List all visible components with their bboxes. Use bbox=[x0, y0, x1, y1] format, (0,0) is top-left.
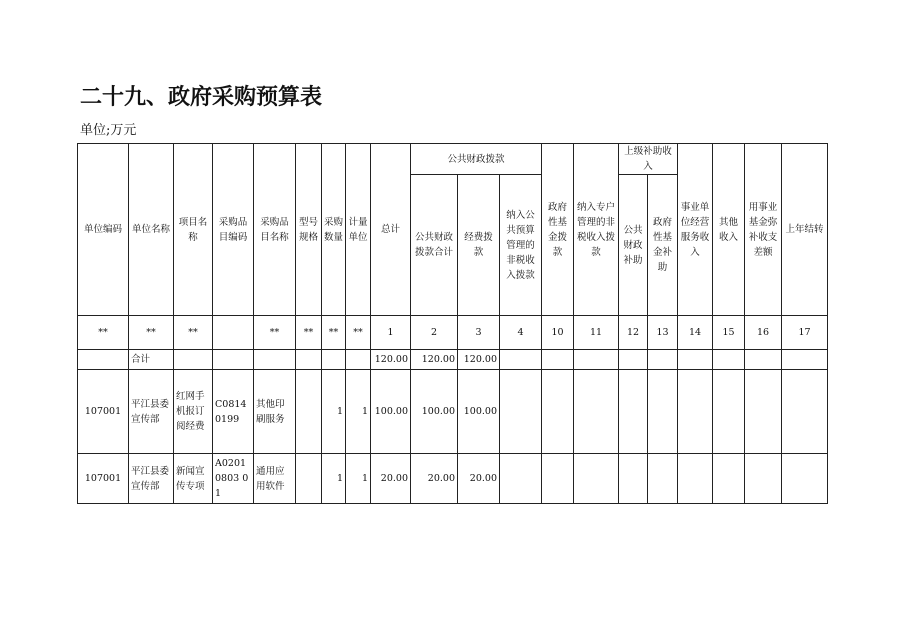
item-code-cell: C08140199 bbox=[213, 370, 254, 454]
index-cell: 13 bbox=[648, 316, 678, 350]
pf-expense-cell: 20.00 bbox=[458, 454, 500, 504]
index-cell: ** bbox=[78, 316, 129, 350]
header-gov-fund: 政府性基金拨款 bbox=[542, 144, 574, 316]
index-cell: ** bbox=[322, 316, 346, 350]
measure-unit-cell: 1 bbox=[346, 370, 371, 454]
header-item-name: 采购品目名称 bbox=[254, 144, 296, 316]
total-pf-expense: 120.00 bbox=[458, 350, 500, 370]
index-cell: 16 bbox=[745, 316, 782, 350]
header-business-income: 事业单位经营服务收入 bbox=[678, 144, 713, 316]
header-item-code: 采购品目编码 bbox=[213, 144, 254, 316]
header-qty: 采购数量 bbox=[322, 144, 346, 316]
model-cell bbox=[296, 454, 322, 504]
header-sup-fund: 政府性基金补助 bbox=[648, 175, 678, 316]
index-cell: 11 bbox=[574, 316, 619, 350]
index-cell: 15 bbox=[713, 316, 745, 350]
header-measure-unit: 计量单位 bbox=[346, 144, 371, 316]
table-row bbox=[78, 454, 828, 504]
header-carryover: 上年结转 bbox=[782, 144, 828, 316]
header-superior-subsidy: 上级补助收入 bbox=[619, 144, 678, 175]
index-cell: ** bbox=[254, 316, 296, 350]
header-total: 总计 bbox=[371, 144, 411, 316]
header-pf-total: 公共财政拨款合计 bbox=[411, 175, 458, 316]
procurement-budget-table bbox=[77, 143, 828, 504]
index-cell: 17 bbox=[782, 316, 828, 350]
index-cell: ** bbox=[129, 316, 174, 350]
index-cell: 4 bbox=[500, 316, 542, 350]
header-model: 型号规格 bbox=[296, 144, 322, 316]
project-name-cell: 红网手机报订阅经费 bbox=[174, 370, 213, 454]
index-cell: ** bbox=[174, 316, 213, 350]
index-cell bbox=[213, 316, 254, 350]
pf-expense-cell: 100.00 bbox=[458, 370, 500, 454]
index-cell: 12 bbox=[619, 316, 648, 350]
index-cell: ** bbox=[296, 316, 322, 350]
header-sup-public: 公共财政补助 bbox=[619, 175, 648, 316]
index-cell: 10 bbox=[542, 316, 574, 350]
header-unit-code: 单位编码 bbox=[78, 144, 129, 316]
unit-name-cell: 平江县委宣传部 bbox=[129, 454, 174, 504]
pf-total-cell: 20.00 bbox=[411, 454, 458, 504]
total-cell: 20.00 bbox=[371, 454, 411, 504]
header-special-nontax: 纳入专户管理的非税收入拨款 bbox=[574, 144, 619, 316]
header-fund-makeup: 用事业基金弥补收支差额 bbox=[745, 144, 782, 316]
measure-unit-cell: 1 bbox=[346, 454, 371, 504]
index-cell: 2 bbox=[411, 316, 458, 350]
total-row bbox=[78, 350, 828, 370]
header-other-income: 其他收入 bbox=[713, 144, 745, 316]
index-cell: 3 bbox=[458, 316, 500, 350]
index-cell: 1 bbox=[371, 316, 411, 350]
total-amount: 120.00 bbox=[371, 350, 411, 370]
header-pf-expense: 经费拨款 bbox=[458, 175, 500, 316]
header-project-name: 项目名称 bbox=[174, 144, 213, 316]
unit-code-cell: 107001 bbox=[78, 454, 129, 504]
index-row bbox=[78, 316, 828, 350]
index-cell: 14 bbox=[678, 316, 713, 350]
unit-code-cell: 107001 bbox=[78, 370, 129, 454]
project-name-cell: 新闻宣传专项 bbox=[174, 454, 213, 504]
model-cell bbox=[296, 370, 322, 454]
qty-cell: 1 bbox=[322, 454, 346, 504]
page-title: 二十九、政府采购预算表 bbox=[80, 85, 323, 110]
unit-label: 单位;万元 bbox=[80, 123, 137, 138]
header-unit-name: 单位名称 bbox=[129, 144, 174, 316]
header-pf-nontax: 纳入公共预算管理的非税收入拨款 bbox=[500, 175, 542, 316]
index-cell: ** bbox=[346, 316, 371, 350]
item-code-cell: A02010803 01 bbox=[213, 454, 254, 504]
pf-total-cell: 100.00 bbox=[411, 370, 458, 454]
total-label: 合计 bbox=[129, 350, 174, 370]
header-public-finance: 公共财政拨款 bbox=[411, 144, 542, 175]
table-row bbox=[78, 370, 828, 454]
unit-name-cell: 平江县委宣传部 bbox=[129, 370, 174, 454]
total-cell: 100.00 bbox=[371, 370, 411, 454]
qty-cell: 1 bbox=[322, 370, 346, 454]
total-pf-total: 120.00 bbox=[411, 350, 458, 370]
item-name-cell: 其他印刷服务 bbox=[254, 370, 296, 454]
item-name-cell: 通用应用软件 bbox=[254, 454, 296, 504]
